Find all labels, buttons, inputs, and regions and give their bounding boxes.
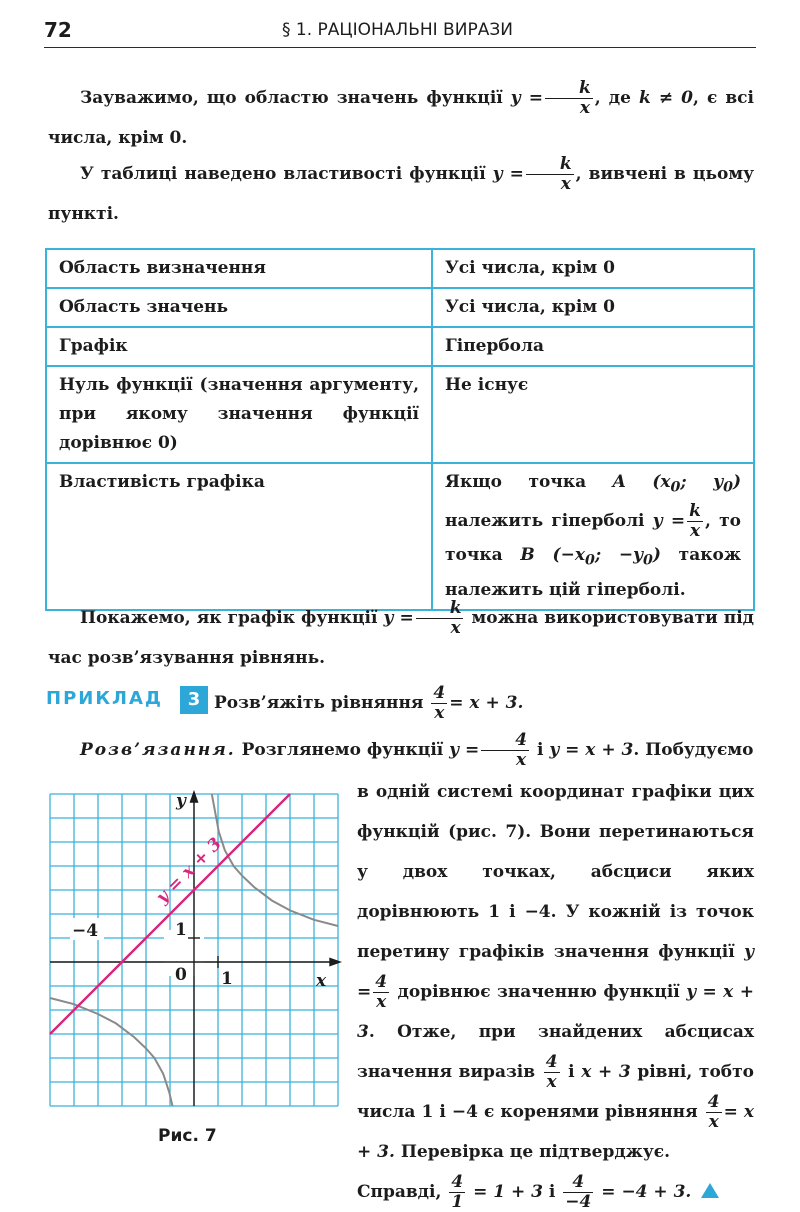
formula: ; −y	[594, 545, 643, 566]
solution-lead: Розв’язання.	[80, 740, 236, 760]
fraction-4-x	[544, 1053, 560, 1092]
header-divider	[44, 47, 756, 48]
example-task	[214, 684, 523, 723]
text: Якщо точка	[445, 472, 613, 492]
text: дорівнює значенню функції	[391, 982, 687, 1002]
formula: A (x	[612, 472, 671, 492]
fraction-numerator: 4	[433, 683, 446, 703]
text: Перевірка це підтверджує.	[394, 1142, 671, 1162]
table-row	[46, 463, 754, 610]
subscript: 0	[670, 479, 681, 496]
y-axis-label: y	[176, 791, 186, 811]
fraction-4-1	[449, 1173, 465, 1212]
fraction-numerator: k	[416, 599, 464, 619]
fraction-k-x	[526, 155, 574, 194]
text: , де	[594, 88, 639, 108]
text: і	[542, 1182, 562, 1202]
fraction-numerator: k	[689, 501, 701, 522]
fraction-denominator: −4	[565, 1192, 592, 1212]
paragraph-range	[48, 78, 754, 158]
fraction-4-minus4	[563, 1173, 593, 1212]
table-cell: Властивість графіка	[46, 463, 432, 610]
table-cell: Не існує	[432, 366, 754, 463]
fraction-numerator: 4	[707, 1092, 720, 1112]
fraction-denominator: x	[516, 750, 527, 770]
formula: ; y	[680, 472, 724, 492]
table-cell: Усі числа, крім 0	[432, 249, 754, 288]
fraction-denominator: 1	[451, 1192, 464, 1212]
example-label: ПРИКЛАД	[46, 688, 163, 709]
tick-x-minus4-label: −4	[72, 921, 99, 941]
text: . Побудуємо	[633, 740, 754, 760]
fraction-numerator: 4	[451, 1172, 464, 1192]
fraction-denominator: x	[546, 1072, 557, 1092]
fraction-denominator: x	[560, 174, 571, 194]
fraction-denominator: x	[579, 98, 590, 118]
table-cell	[432, 463, 754, 610]
formula: y = x + 3	[549, 740, 634, 760]
table-cell: Гіпербола	[432, 327, 754, 366]
formula: x + 3	[581, 1062, 631, 1082]
table-cell: Нуль функції (значення аргументу, при якому значення функції дорівнює 0)	[46, 366, 432, 463]
tick-y-1-label: 1	[175, 920, 187, 940]
fraction-numerator: k	[545, 79, 593, 99]
formula: y =	[449, 740, 480, 760]
formula: y =	[652, 511, 686, 532]
fraction-numerator: 4	[375, 972, 388, 992]
text: в одній системі координат графіки цих функцій (рис. 7). Вони перетинаються у двох точках, абсциси яких дорівнюють 1 і −4. У кожній із точок перетину графіків значення функції	[357, 782, 754, 962]
table-row	[46, 249, 754, 288]
paragraph-table-intro	[48, 154, 754, 234]
example-number-badge: 3	[180, 686, 208, 714]
fraction-denominator: x	[689, 521, 701, 542]
text: належить гіперболі	[445, 511, 653, 532]
fraction-k-x	[687, 502, 703, 541]
text: Справді,	[357, 1182, 448, 1202]
text: також належить цій гіперболі.	[445, 545, 741, 600]
formula: = −4 + 3.	[595, 1182, 692, 1202]
fraction-denominator: x	[450, 618, 461, 638]
table-cell: Усі числа, крім 0	[432, 288, 754, 327]
fraction-numerator: 4	[563, 1173, 593, 1193]
subscript: 0	[584, 552, 595, 569]
fraction-k-x	[416, 599, 464, 638]
formula: y =	[383, 608, 414, 628]
text: Покажемо, як графік функції	[80, 608, 384, 628]
tick-x-1-label: 1	[221, 969, 233, 989]
table-cell: Область визначення	[46, 249, 432, 288]
fraction-4-x	[481, 731, 529, 770]
formula: )	[732, 472, 741, 492]
fraction-k-x	[545, 79, 593, 118]
solution-intro	[48, 730, 754, 770]
fraction-numerator: k	[526, 155, 574, 175]
text: , вивчені в цьому пункті.	[48, 164, 754, 224]
formula: = x + 3.	[357, 1102, 754, 1162]
text: і	[531, 740, 550, 760]
formula: y =	[492, 164, 524, 184]
running-head: § 1. РАЦІОНАЛЬНІ ВИРАЗИ	[282, 20, 513, 40]
text: , то точка	[445, 511, 742, 566]
text: можна використовувати під час розв’язування рівнянь.	[48, 608, 754, 668]
text: Зауважимо, що областю значень функції	[80, 88, 511, 108]
end-of-solution-triangle-icon	[701, 1183, 719, 1198]
subscript: 0	[642, 552, 653, 569]
line-label: y = x + 3	[152, 833, 226, 908]
fraction-4-x	[373, 973, 389, 1012]
formula: = 1 + 3	[467, 1182, 543, 1202]
text: , є всі числа, крім 0.	[48, 88, 754, 148]
text: рівні, тобто числа 1 і −4 є коренями рівняння	[357, 1062, 755, 1122]
text: Розв’яжіть рівняння	[214, 693, 430, 713]
formula: y = x + 3	[357, 982, 754, 1042]
fraction-denominator: x	[708, 1112, 719, 1132]
x-axis-label: x	[316, 971, 327, 991]
text: . Отже, при знайдених абсцисах значення виразів	[357, 1022, 754, 1082]
formula: y =	[510, 88, 543, 108]
formula: B (−x	[520, 545, 585, 566]
text: Розглянемо функції	[235, 740, 450, 760]
fraction-denominator: x	[376, 992, 387, 1012]
fraction-denominator: x	[434, 703, 445, 723]
function-graph	[46, 790, 342, 1120]
fraction-4-x	[706, 1093, 722, 1132]
table-row	[46, 288, 754, 327]
solution-text	[357, 772, 754, 1212]
hyperbola-right-branch	[212, 794, 338, 926]
text: У таблиці наведено властивості функції	[80, 164, 493, 184]
page-number: 72	[44, 18, 72, 42]
text: і	[561, 1062, 582, 1082]
table-row	[46, 327, 754, 366]
subscript: 0	[723, 479, 733, 496]
formula: = x + 3.	[449, 693, 524, 713]
fraction-numerator: 4	[545, 1052, 558, 1072]
origin-label: 0	[175, 965, 187, 985]
figure-caption: Рис. 7	[158, 1126, 217, 1146]
table-cell: Область значень	[46, 288, 432, 327]
paragraph-transition	[48, 598, 754, 678]
table-row	[46, 366, 754, 463]
formula: k ≠ 0	[638, 88, 693, 108]
formula: )	[652, 545, 661, 566]
properties-table	[45, 248, 755, 611]
fraction-4-x	[431, 684, 447, 723]
fraction-numerator: 4	[481, 731, 529, 751]
table-cell: Графік	[46, 327, 432, 366]
formula: y =	[357, 942, 754, 1002]
